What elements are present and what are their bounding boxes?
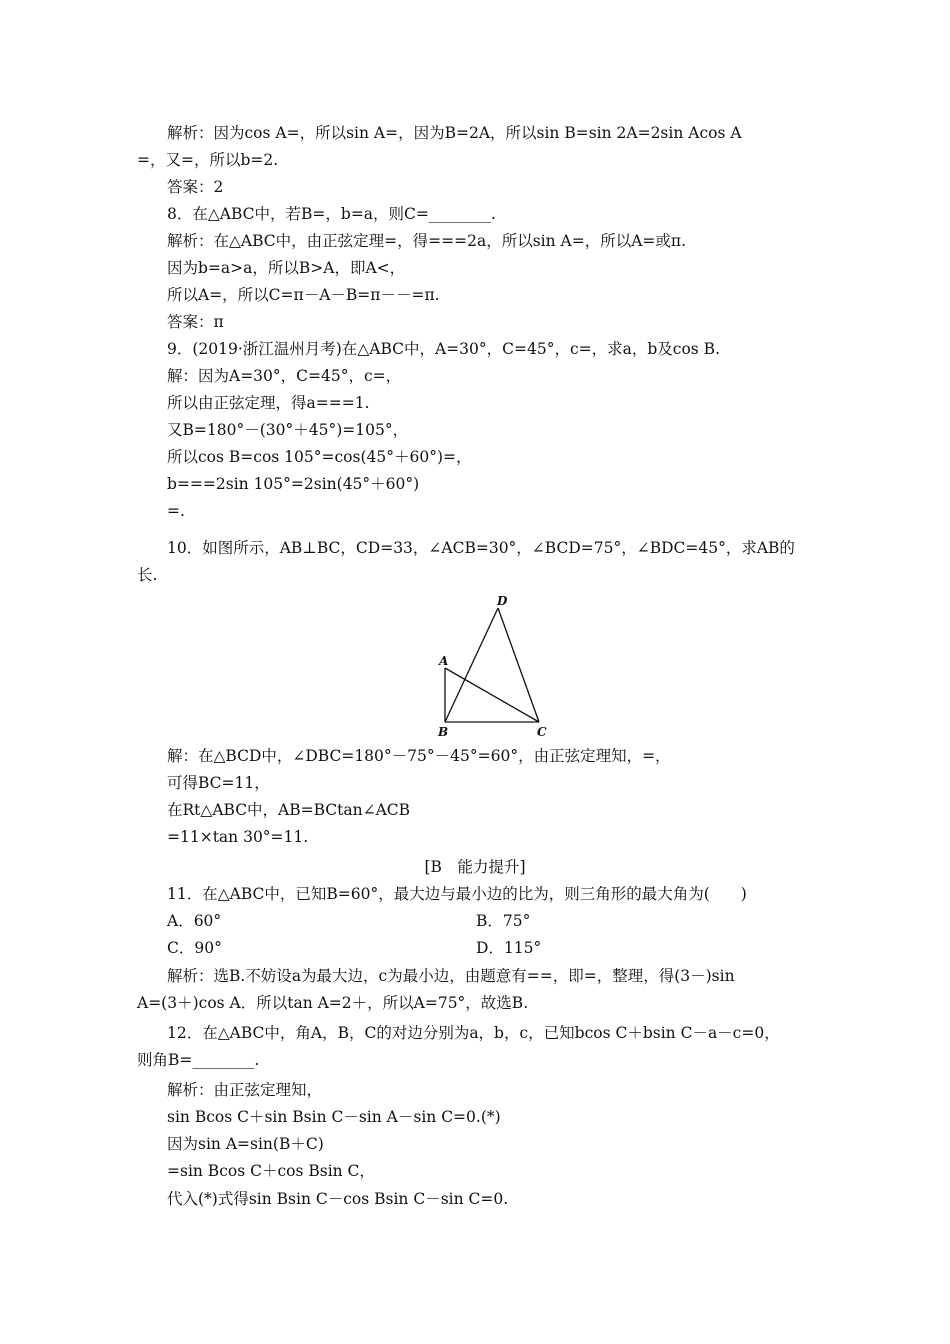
text-line: 代入(*)式得sin Bsin C－cos Bsin C－sin C=0. <box>167 1190 509 1208</box>
text-line: b===2sin 105°=2sin(45°＋60°) <box>167 475 420 493</box>
text-line: 解：在△BCD中，∠DBC=180°－75°－45°=60°，由正弦定理知，=， <box>167 747 671 765</box>
text-line: 所以cos B=cos 105°=cos(45°＋60°)=， <box>167 448 472 466</box>
text-line: =11×tan 30°=11. <box>167 828 309 846</box>
text-line: 答案：π <box>167 313 224 331</box>
option-d: D．115° <box>476 939 542 957</box>
text-line: 又B=180°－(30°＋45°)=105°， <box>167 421 409 439</box>
text-line: 则角B=________. <box>137 1051 260 1069</box>
option-a: A．60° <box>167 912 222 930</box>
text-line: 解析：因为cos A=，所以sin A=，因为B=2A，所以sin B=sin 2A=2sin Acos A <box>167 124 742 142</box>
question-9: 9．(2019·浙江温州月考)在△ABC中，A=30°，C=45°，c=，求a，b及cos B. <box>167 340 720 358</box>
option-b: B．75° <box>476 912 531 930</box>
text-line: 解：因为A=30°，C=45°，c=， <box>167 367 402 385</box>
text-line: 答案：2 <box>167 178 224 196</box>
text-line: =sin Bcos C＋cos Bsin C， <box>167 1162 375 1180</box>
text-line: 因为sin A=sin(B＋C) <box>167 1135 324 1153</box>
text-line: 因为b=a>a，所以B>A，即A<， <box>167 259 406 277</box>
text-line: =. <box>167 502 185 520</box>
section-heading: [B 能力提升] <box>424 858 526 876</box>
text-line: 可得BC=11， <box>167 774 270 792</box>
question-11: 11．在△ABC中，已知B=60°，最大边与最小边的比为，则三角形的最大角为( ) <box>167 885 747 903</box>
text-line: =，又=，所以b=2. <box>137 151 279 169</box>
text-line: 所以A=，所以C=π－A－B=π－－=π. <box>167 286 440 304</box>
option-c: C．90° <box>167 939 222 957</box>
text-line: 解析：由正弦定理知， <box>167 1081 323 1099</box>
segment-dc <box>498 608 539 722</box>
text-line: A=(3＋)cos A．所以tan A=2＋，所以A=75°，故选B. <box>137 994 529 1012</box>
point-c-label: C <box>537 725 547 739</box>
text-line: 解析：在△ABC中，由正弦定理=，得===2a，所以sin A=，所以A=或π. <box>167 232 687 250</box>
text-line: 长. <box>137 566 158 584</box>
point-a-label: A <box>439 654 449 668</box>
text-line: 所以由正弦定理，得a===1. <box>167 394 370 412</box>
text-line: 解析：选B.不妨设a为最大边，c为最小边，由题意有==，即=，整理，得(3－)sin <box>167 967 735 985</box>
text-line: 在Rt△ABC中，AB=BCtan∠ACB <box>167 801 411 819</box>
point-b-label: B <box>438 725 449 739</box>
question-12: 12．在△ABC中，角A，B，C的对边分别为a，b，c，已知bcos C＋bsin C－a－c=0， <box>167 1024 780 1042</box>
triangle-figure <box>420 590 560 740</box>
question-8: 8．在△ABC中，若B=，b=a，则C=________. <box>167 205 496 223</box>
segment-ac <box>445 668 539 722</box>
point-d-label: D <box>497 594 508 608</box>
text-line: sin Bcos C＋sin Bsin C－sin A－sin C=0.(*) <box>167 1108 501 1126</box>
question-10: 10．如图所示，AB⊥BC，CD=33，∠ACB=30°，∠BCD=75°，∠BDC=45°，求AB的 <box>167 539 795 557</box>
segment-bd <box>445 608 498 722</box>
